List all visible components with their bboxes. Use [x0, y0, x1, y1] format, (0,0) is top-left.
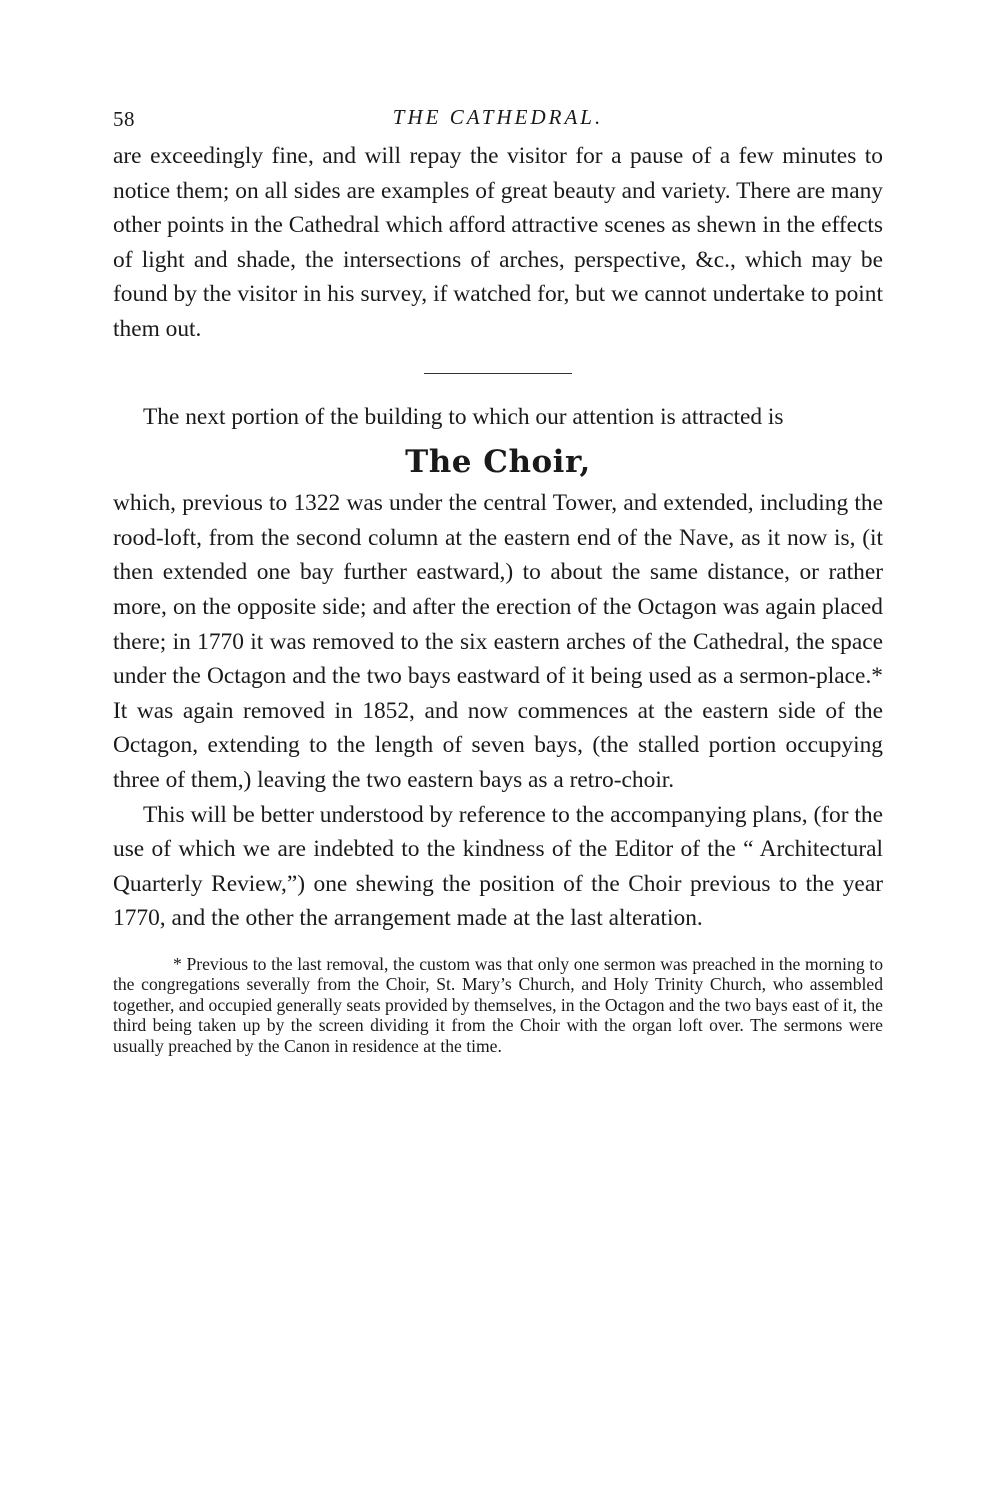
paragraph-choir-history: which, previous to 1322 was under the central Tower, and extended, including the rood-loft, from the second column at the eastern end of the Nave, as it now is, (it then extended one bay further eastward,) to about the same distance, or rather more, on the opposite side; and after the erection of the Octagon was again placed there; in 1770 it was removed to the six eastern arches of the Cathedral, the space under the Octagon and the two bays eastward of it being used as a sermon-place.* It was again removed in 1852, and now commences at the eastern side of the Octagon, extending to the length of seven bays, (the stalled portion occupying three of them,) leaving the two eastern bays as a retro-choir. — [113, 490, 883, 793]
footnote-marker: * — [173, 953, 182, 974]
footnote-text: Previous to the last removal, the custom was that only one sermon was preached in the morning to the congregations severally from the Choir, St. Mary’s Church, and Holy Trinity Church, who assembled together, and occupied generally seats provided by themselves, in the Octagon and the two bays east of it, the third being taken up by the screen dividing it from the Choir with the organ loft over. The sermons were usually preached by the Canon in residence at the time. — [113, 953, 883, 1056]
section-divider — [424, 373, 572, 374]
footnote — [113, 954, 883, 1057]
running-title: THE CATHEDRAL. — [392, 105, 604, 129]
section-heading-choir: The Choir, — [405, 444, 591, 481]
paragraph-continuation: are exceedingly fine, and will repay the visitor for a pause of a few minutes to notice them; on all sides are examples of great beauty and variety. There are many other points in the Cathedral which afford attractive scenes as shewn in the effects of light and shade, the intersections of arches, perspective, &c., which may be found by the visitor in his survey, if watched for, but we cannot undertake to point them out. — [113, 143, 883, 342]
page-number: 58 — [113, 107, 135, 131]
running-head — [113, 95, 883, 139]
book-page — [113, 95, 883, 1056]
paragraph-plans: This will be better understood by reference to the accompanying plans, (for the use of which we are indebted to the kindness of the Editor of the “ Architectural Quarterly Review,”) one shewing the position of the Choir previous to the year 1770, and the other the arrangement made at the last alteration. — [113, 801, 883, 932]
paragraph-intro: The next portion of the building to which our attention is attracted is — [143, 403, 784, 430]
